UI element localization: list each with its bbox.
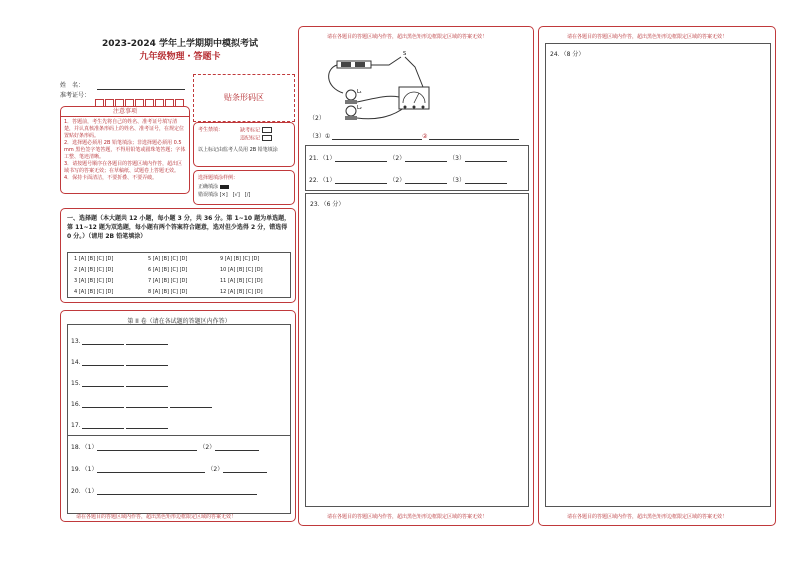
notice-list <box>61 117 189 184</box>
missing-mark-box[interactable] <box>262 127 272 133</box>
notice-item: 1．答题前，考生先将自己的姓名、准考证号填写清楚，并认真核准条形码上的姓名、准考证号，在规定位置贴好条形码。 <box>64 119 185 139</box>
q20-part3-label-2: ② <box>422 133 428 140</box>
q19-part1-label: 19．（1） <box>71 466 98 473</box>
q19-blank-2[interactable] <box>223 466 267 473</box>
exam-title: 2023-2024 学年上学期期中模拟考试 <box>102 39 258 49</box>
q20-part2-label: （2） <box>309 115 325 122</box>
barcode-area[interactable] <box>193 74 295 122</box>
correct-fill-mark <box>220 185 229 189</box>
q21-blank-3[interactable] <box>465 155 507 162</box>
missing-mark-label: 缺考标记 <box>240 127 261 134</box>
choice-q12[interactable]: 12 [A] [B] [C] [D] <box>220 289 263 295</box>
q15-label: 15. <box>71 380 81 387</box>
lamp2-label: L₂ <box>357 105 362 111</box>
wrong-fill-marks: [×] [√] [/] <box>219 192 251 198</box>
q15-blank-1[interactable] <box>82 380 124 387</box>
choice-grid <box>67 252 291 298</box>
choice-q10[interactable]: 10 [A] [B] [C] [D] <box>220 267 263 273</box>
section2-fill-area <box>67 324 291 436</box>
q21-part2-label: （2） <box>389 155 406 162</box>
q16-blank-1[interactable] <box>82 401 124 408</box>
q21-blank-2[interactable] <box>405 155 447 162</box>
col3-bottom-warning: 请在各题目的答题区域内作答，超出黑色矩形边框限定区域的答案无效！ <box>567 514 728 520</box>
q24-answer-area[interactable] <box>545 43 771 507</box>
q18-blank-2[interactable] <box>215 444 259 451</box>
q19-part2-label: （2） <box>207 466 224 473</box>
q20-blank-1[interactable] <box>97 488 257 495</box>
col2-bottom-warning: 请在各题目的答题区域内作答，超出黑色矩形边框限定区域的答案无效！ <box>327 514 488 520</box>
notice-box <box>60 106 190 194</box>
exam-mark-box <box>193 122 295 167</box>
q17-label: 17. <box>71 422 81 429</box>
q24-label: 24．（8 分） <box>550 51 585 58</box>
wrong-fill-label: 错误填涂 <box>198 192 219 198</box>
q15-blank-2[interactable] <box>126 380 168 387</box>
q16-blank-3[interactable] <box>170 401 212 408</box>
q23-answer-area[interactable] <box>305 193 529 507</box>
choice-q11[interactable]: 11 [A] [B] [C] [D] <box>220 278 263 284</box>
q19-blank-1[interactable] <box>97 466 205 473</box>
choice-q6[interactable]: 6 [A] [B] [C] [D] <box>148 267 188 273</box>
q22-blank-1[interactable] <box>335 177 387 184</box>
exam-mark-note: 以上标记由监考人员用 2B 铅笔填涂 <box>198 147 278 153</box>
q14-blank-2[interactable] <box>126 359 168 366</box>
notice-item: 3．请按题号顺序在各题目的答题区域内作答，超出区域书写的答案无效；在草稿纸、试题卷上答题无效。 <box>64 161 183 174</box>
q17-blank-2[interactable] <box>126 422 168 429</box>
q20-part3-label: （3）① <box>309 133 331 140</box>
col2-top-warning: 请在各题目的答题区域内作答，超出黑色矩形边框限定区域的答案无效！ <box>327 34 488 40</box>
q22-blank-2[interactable] <box>405 177 447 184</box>
q20-part3-blank-1[interactable] <box>332 133 422 140</box>
q20-part1-label: 20．（1） <box>71 488 98 495</box>
q17-blank-1[interactable] <box>82 422 124 429</box>
q23-label: 23．（6 分） <box>310 201 345 208</box>
choice-q3[interactable]: 3 [A] [B] [C] [D] <box>74 278 114 284</box>
q16-label: 16. <box>71 401 81 408</box>
q22-blank-3[interactable] <box>465 177 507 184</box>
q14-blank-1[interactable] <box>82 359 124 366</box>
q21-blank-1[interactable] <box>335 155 387 162</box>
choice-q9[interactable]: 9 [A] [B] [C] [D] <box>220 256 260 262</box>
switch-label: S <box>403 51 407 57</box>
choice-q4[interactable]: 4 [A] [B] [C] [D] <box>74 289 114 295</box>
circuit-diagram <box>319 47 437 125</box>
choice-q8[interactable]: 8 [A] [B] [C] [D] <box>148 289 188 295</box>
section2-calc-area <box>67 436 291 514</box>
correct-fill-label: 正确填涂 <box>198 184 219 190</box>
q13-blank-1[interactable] <box>82 338 124 345</box>
col3-top-warning: 请在各题目的答题区域内作答，超出黑色矩形边框限定区域的答案无效！ <box>567 34 728 40</box>
q22-part3-label: （3） <box>449 177 465 184</box>
lamp1-label: L₁ <box>357 89 362 95</box>
q13-blank-2[interactable] <box>126 338 168 345</box>
q18-blank-1[interactable] <box>97 444 197 451</box>
barcode-label: 贴条形码区 <box>224 93 264 102</box>
notice-item: 2．选择题必须用 2B 铅笔填涂；非选择题必须用 0.5 mm 黑色签字笔答题，不得用铅笔或圆珠笔答题；字体工整、笔迹清晰。 <box>64 140 186 160</box>
section2-box <box>60 310 296 522</box>
q13-label: 13. <box>71 338 81 345</box>
fill-example-box <box>193 170 295 205</box>
notice-item: 4．保持卡面清洁，不要折叠、不要弄破。 <box>64 175 158 181</box>
name-label: 姓 名： <box>60 82 85 89</box>
q20-part3-blank-2[interactable] <box>429 133 519 140</box>
q18-part2-label: （2） <box>199 444 216 451</box>
q18-part1-label: 18．（1） <box>71 444 98 451</box>
q21-q22-area <box>305 145 529 191</box>
q21-part3-label: （3） <box>449 155 465 162</box>
fill-example-title: 选择题填涂样例： <box>198 175 239 181</box>
col2-box <box>298 26 534 526</box>
ticket-label: 准考证号： <box>60 92 91 99</box>
notice-title: 注意事项 <box>61 107 189 117</box>
violation-mark-label: 违纪标记 <box>240 135 261 142</box>
col3-box <box>538 26 776 526</box>
section2-title: 第 II 卷（请在各试题的答题区内作答） <box>127 318 231 325</box>
col1-warning: 请在各题目的答题区域内作答，超出黑色矩形边框限定区域的答案无效！ <box>76 514 237 520</box>
choice-q1[interactable]: 1 [A] [B] [C] [D] <box>74 256 114 262</box>
name-field[interactable] <box>97 89 185 90</box>
subject-title: 九年级物理・答题卡 <box>139 52 221 62</box>
q21-part1-label: 21．（1） <box>309 155 336 162</box>
choice-section-box <box>60 208 296 303</box>
choice-instruction: 一、选择题（本大题共 12 小题，每小题 3 分，共 36 分。第 1~10 题为单选题，第 11~12 题为双选题，每小题有两个答案符合题意，选对但少选得 2 分，错选得 0 分。）（请用 2B 铅笔填涂） <box>67 215 291 240</box>
q22-part2-label: （2） <box>389 177 406 184</box>
violation-mark-box[interactable] <box>262 135 272 141</box>
exam-mark-title: 考生禁填： <box>198 127 224 133</box>
choice-q2[interactable]: 2 [A] [B] [C] [D] <box>74 267 114 273</box>
q22-part1-label: 22．（1） <box>309 177 336 184</box>
q14-label: 14. <box>71 359 81 366</box>
choice-q7[interactable]: 7 [A] [B] [C] [D] <box>148 278 188 284</box>
q16-blank-2[interactable] <box>126 401 168 408</box>
choice-q5[interactable]: 5 [A] [B] [C] [D] <box>148 256 188 262</box>
